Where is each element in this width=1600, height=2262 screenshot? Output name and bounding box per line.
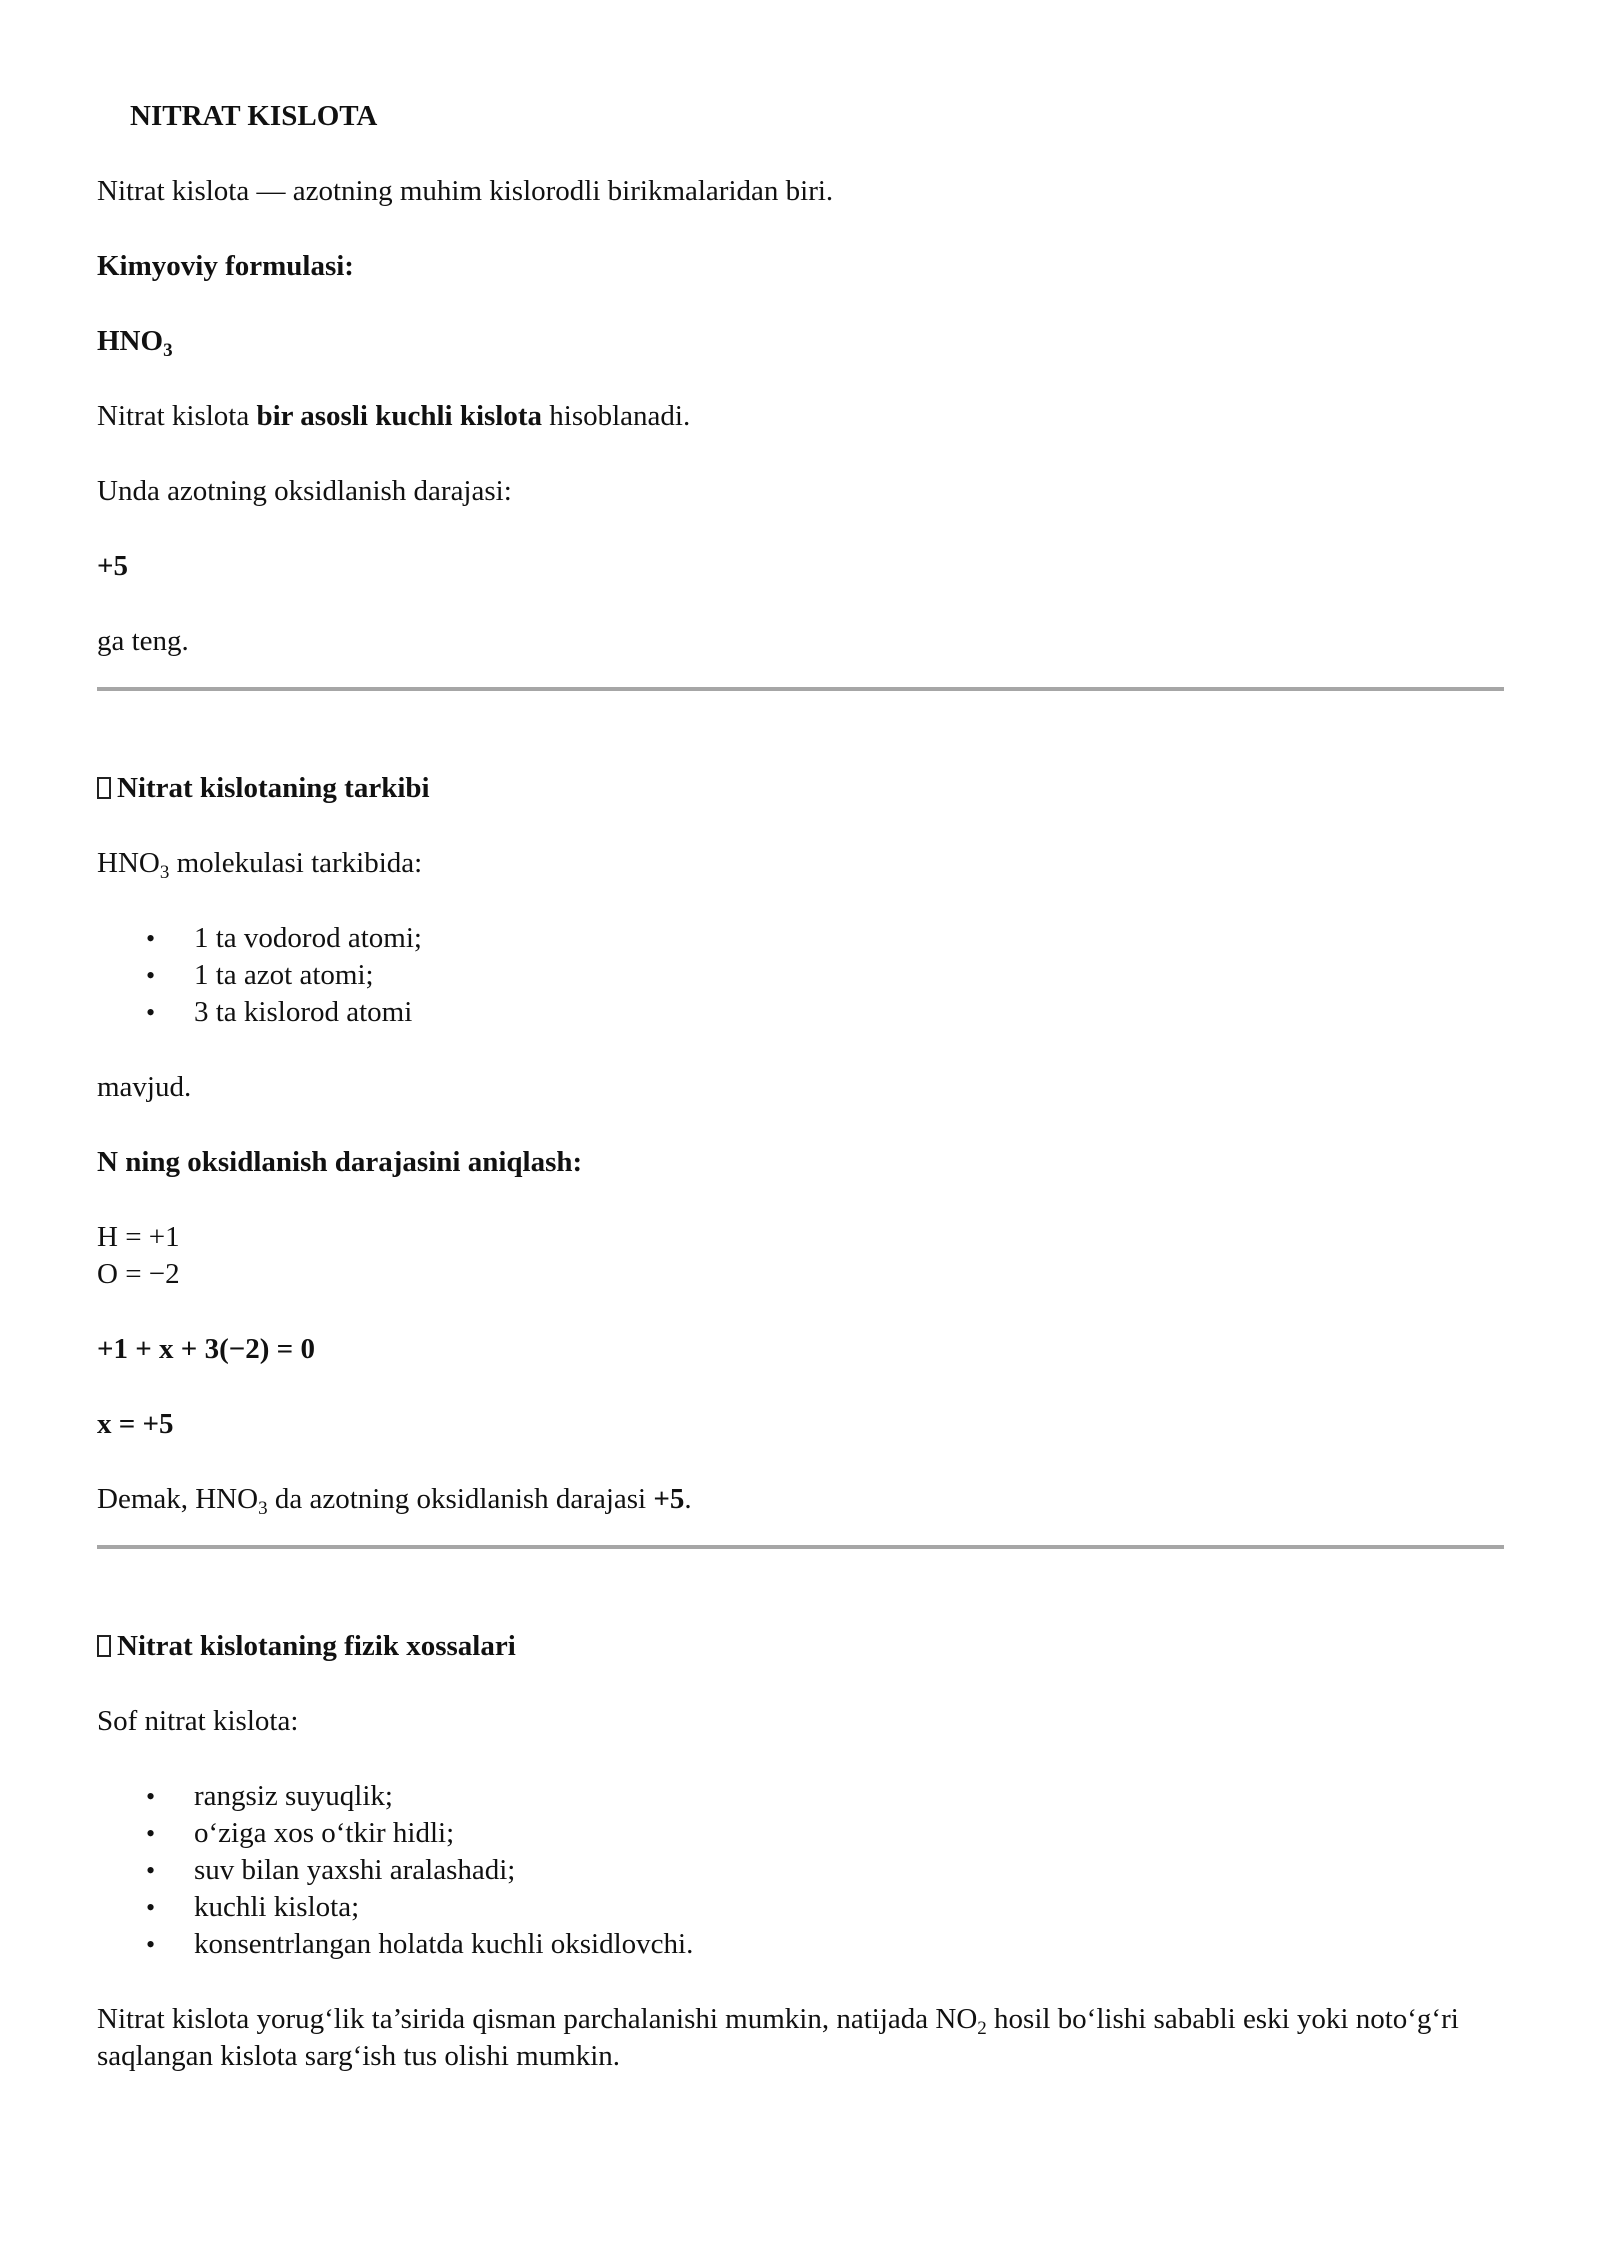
list-item — [97, 1926, 1504, 1963]
physical-note-subscript: 2 — [977, 2018, 987, 2039]
list-item-text: 3 ta kislorod atomi — [194, 996, 413, 1028]
conclusion-post: . — [684, 1483, 692, 1515]
separator-2 — [97, 1545, 1504, 1549]
bullet-icon: • — [146, 1819, 156, 1848]
list-item — [97, 1852, 1504, 1889]
bullet-icon: • — [146, 1930, 156, 1959]
oxidation-tail: ga teng. — [97, 625, 189, 657]
list-item-text: 1 ta vodorod atomi; — [194, 922, 422, 954]
bullet-icon: • — [146, 1893, 156, 1922]
list-item-text: kuchli kislota; — [194, 1891, 360, 1923]
bullet-icon: • — [146, 961, 156, 990]
missing-glyph-box-icon — [97, 1635, 111, 1657]
separator-1 — [97, 687, 1504, 691]
composition-tail: mavjud. — [97, 1071, 192, 1103]
bullet-icon: • — [146, 1782, 156, 1811]
bullet-icon: • — [146, 924, 156, 953]
formula-label: Kimyoviy formulasi: — [97, 250, 354, 282]
list-item-text: o‘ziga xos o‘tkir hidli; — [194, 1817, 455, 1849]
conclusion-pre: Demak, HNO — [97, 1483, 259, 1515]
composition-heading — [97, 770, 1504, 807]
conclusion-bold: +5 — [653, 1483, 685, 1515]
list-item — [97, 994, 1504, 1031]
physical-note-pre: Nitrat kislota yorug‘lik ta’sirida qisman parchalanishi mumkin, natijada NO — [97, 2003, 978, 2035]
list-item-text: suv bilan yaxshi aralashadi; — [194, 1854, 516, 1886]
missing-glyph-box-icon — [97, 777, 111, 799]
acid-type-bold: bir asosli kuchli kislota — [256, 400, 543, 432]
composition-intro-rest: molekulasi tarkibida: — [169, 847, 423, 879]
formula-base: HNO — [97, 325, 164, 357]
document-title: NITRAT KISLOTA — [130, 100, 378, 132]
composition-formula: HNO — [97, 847, 160, 879]
list-item-text: 1 ta azot atomi; — [194, 959, 374, 991]
composition-list — [97, 920, 1504, 1031]
list-item — [97, 1889, 1504, 1926]
composition-formula-subscript: 3 — [159, 862, 170, 883]
list-item — [97, 920, 1504, 957]
physical-heading — [97, 1628, 1504, 1665]
physical-note — [97, 2001, 1504, 2075]
o-value: O = −2 — [97, 1258, 180, 1290]
physical-heading-text: Nitrat kislotaning fizik xossalari — [117, 1630, 516, 1662]
list-item — [97, 1815, 1504, 1852]
h-value: H = +1 — [97, 1221, 180, 1253]
intro-paragraph: Nitrat kislota — azotning muhim kislorodli birikmalaridan biri. — [97, 175, 834, 207]
conclusion-paragraph — [97, 1481, 1504, 1518]
physical-note-post: hosil bo‘lishi sababli eski yoki noto‘g‘ri saqlangan kislota sarg‘ish tus olishi mumkin. — [97, 2003, 1459, 2072]
formula-subscript: 3 — [163, 340, 173, 361]
calc-heading: N ning oksidlanish darajasini aniqlash: — [97, 1146, 583, 1178]
physical-list — [97, 1778, 1504, 1963]
acid-type-pre: Nitrat kislota — [97, 400, 257, 432]
conclusion-subscript: 3 — [258, 1498, 268, 1519]
acid-type-post: hisoblanadi. — [542, 400, 691, 432]
composition-heading-text: Nitrat kislotaning tarkibi — [117, 772, 430, 804]
oxidation-intro: Unda azotning oksidlanish darajasi: — [97, 475, 512, 507]
equation: +1 + x + 3(−2) = 0 — [97, 1333, 315, 1365]
conclusion-mid: da azotning oksidlanish darajasi — [267, 1483, 654, 1515]
bullet-icon: • — [146, 1856, 156, 1885]
formula — [97, 323, 1504, 360]
acid-type-paragraph — [97, 398, 1504, 435]
list-item-text: rangsiz suyuqlik; — [194, 1780, 393, 1812]
equation-result: x = +5 — [97, 1408, 174, 1440]
bullet-icon: • — [146, 998, 156, 1027]
physical-intro: Sof nitrat kislota: — [97, 1705, 299, 1737]
composition-intro — [97, 845, 1504, 882]
list-item — [97, 957, 1504, 994]
list-item-text: konsentrlangan holatda kuchli oksidlovchi. — [194, 1928, 694, 1960]
oxidation-value: +5 — [97, 550, 129, 582]
list-item — [97, 1778, 1504, 1815]
